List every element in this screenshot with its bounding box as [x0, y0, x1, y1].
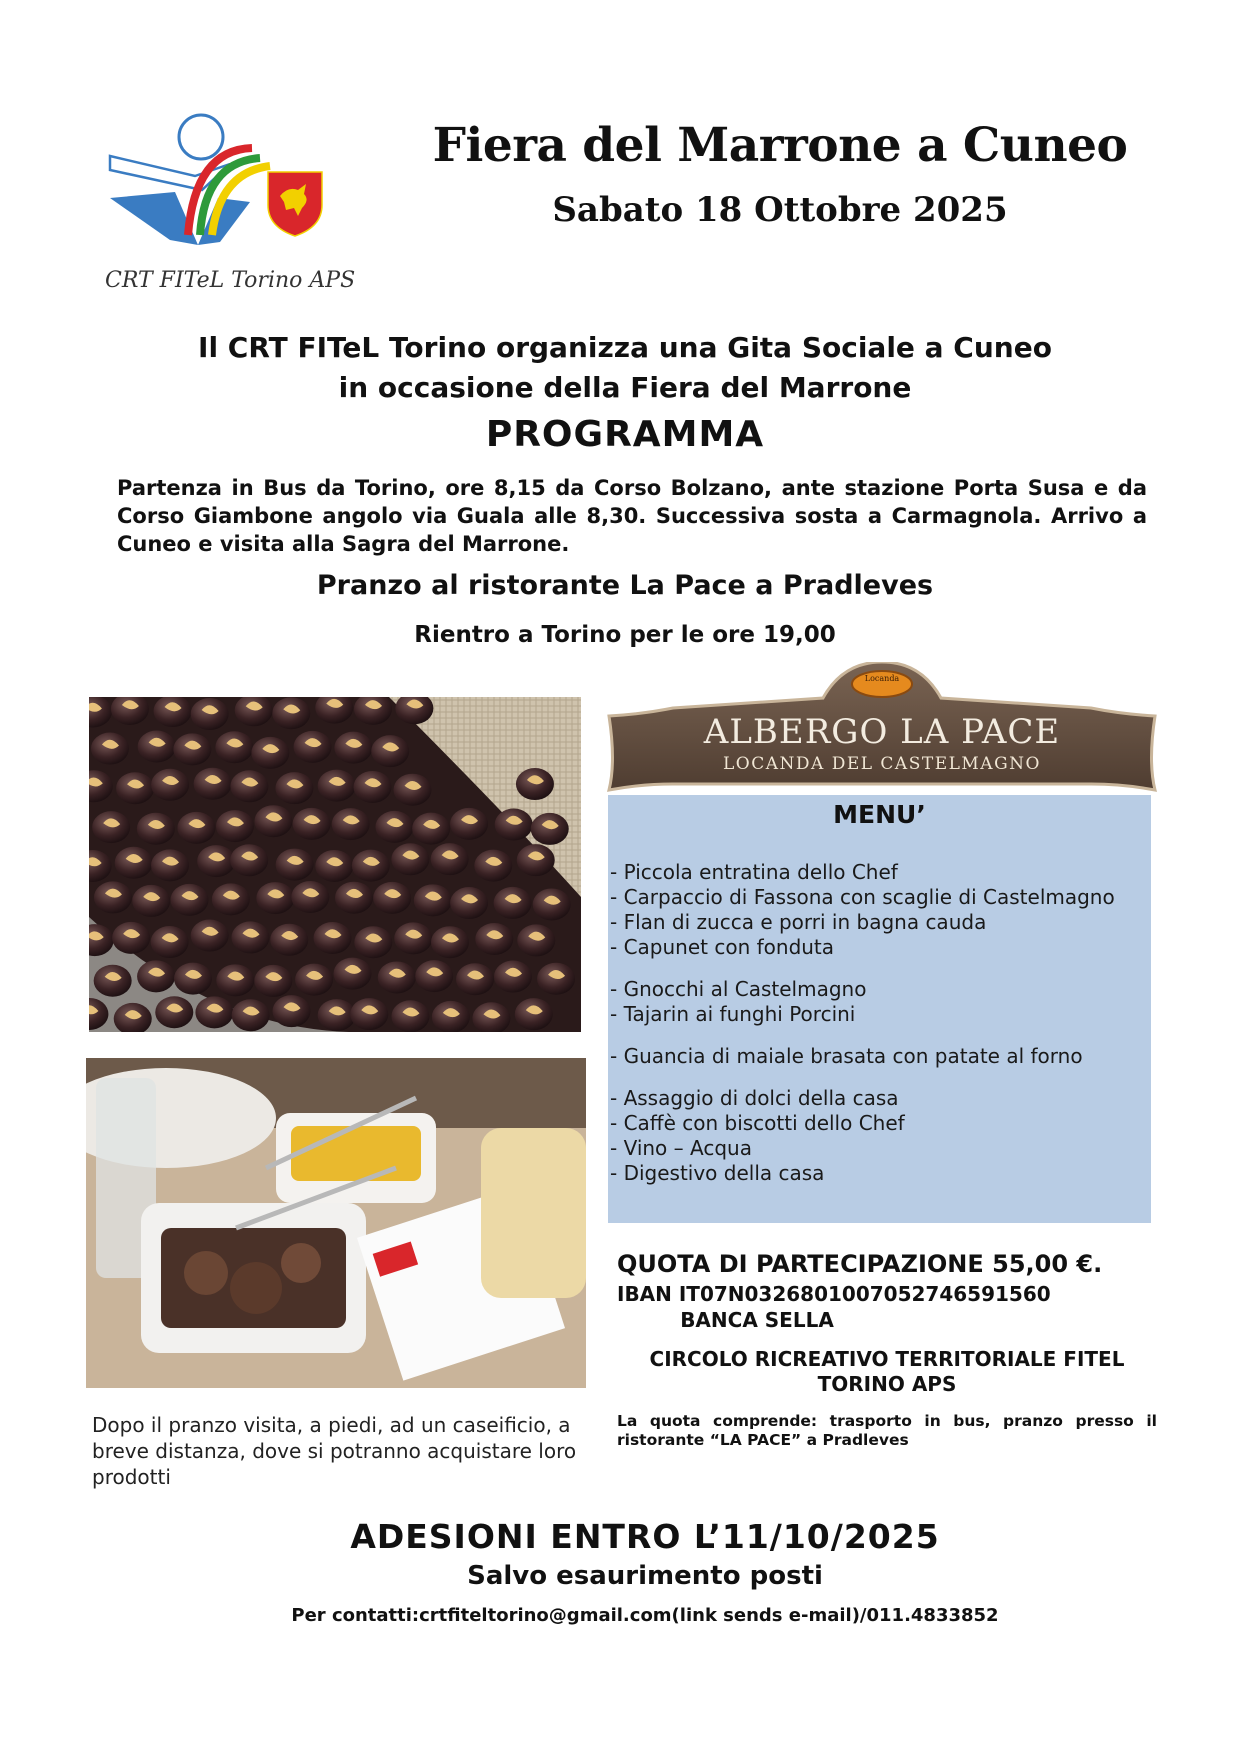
organization-line-2: TORINO APS [817, 1372, 957, 1396]
menu-item: - Vino – Acqua [610, 1136, 752, 1160]
intro-text [90, 328, 1160, 408]
logo-head-circle [179, 115, 223, 159]
menu-item: - Piccola entratina dello Chef [610, 860, 898, 884]
menu-item: - Capunet con fonduta [610, 935, 835, 959]
availability-note: Salvo esaurimento posti [467, 1561, 823, 1591]
roasted-chestnuts-photo [89, 697, 581, 1032]
fee-includes: La quota comprende: trasporto in bus, pranzo presso il ristorante “LA PACE” a Pradleves [617, 1412, 1157, 1449]
registration-deadline: ADESIONI ENTRO L’11/10/2025 [350, 1517, 940, 1556]
return-info: Rientro a Torino per le ore 19,00 [414, 622, 836, 648]
iban: IBAN IT07N0326801007052746591560 [617, 1282, 1051, 1306]
lunch-info: Pranzo al ristorante La Pace a Pradleves [316, 570, 934, 601]
sign-badge: Locanda [864, 674, 900, 683]
restaurant-meal-photo [86, 1058, 586, 1388]
menu-item: - Caffè con biscotti dello Chef [610, 1111, 905, 1135]
logo-book-shape [110, 192, 198, 245]
after-lunch-note: Dopo il pranzo visita, a piedi, ad un caseificio, a breve distanza, dove si potranno acquistare loro prodotti [92, 1413, 577, 1489]
menu-item: - Tajarin ai funghi Porcini [610, 1002, 856, 1026]
organization-name [617, 1347, 1157, 1397]
event-date: Sabato 18 Ottobre 2025 [552, 190, 1008, 230]
bank-name: BANCA SELLA [680, 1308, 834, 1332]
sign-subtitle: LOCANDA DEL CASTELMAGNO [723, 754, 1041, 774]
menu-item: - Carpaccio di Fassona con scaglie di Castelmagno [610, 885, 1115, 909]
menu-item: - Flan di zucca e porri in bagna cauda [610, 910, 987, 934]
menu-title: MENU’ [833, 800, 926, 829]
red-shield-bull-icon [268, 172, 322, 236]
menu-item: - Gnocchi al Castelmagno [610, 977, 867, 1001]
logo-caption: CRT FITeL Torino APS [105, 268, 356, 293]
menu-list [610, 860, 1150, 1186]
participation-fee: QUOTA DI PARTECIPAZIONE 55,00 €. [617, 1250, 1103, 1278]
intro-line-1: Il CRT FITeL Torino organizza una Gita Sociale a Cuneo [198, 331, 1052, 364]
menu-item: - Assaggio di dolci della casa [610, 1086, 899, 1110]
menu-item: - Digestivo della casa [610, 1161, 825, 1185]
menu-item: - Guancia di maiale brasata con patate al forno [610, 1044, 1083, 1068]
program-heading: PROGRAMMA [485, 414, 765, 455]
departure-paragraph: Partenza in Bus da Torino, ore 8,15 da Corso Bolzano, ante stazione Porta Susa e da Corso Giambone angolo via Guala alle 8,30. Successiva sosta a Carmagnola. Arrivo a Cuneo e visita alla Sagra del Marrone. [117, 476, 1147, 556]
organization-line-1: CIRCOLO RICREATIVO TERRITORIALE FITEL [649, 1347, 1125, 1371]
contact-info[interactable]: Per contatti:crtfiteltorino@gmail.com(link sends e-mail)/011.4833852 [291, 1605, 999, 1626]
page-title: Fiera del Marrone a Cuneo [432, 118, 1128, 173]
sign-title: ALBERGO LA PACE [703, 712, 1061, 752]
intro-line-2: in occasione della Fiera del Marrone [338, 371, 912, 404]
